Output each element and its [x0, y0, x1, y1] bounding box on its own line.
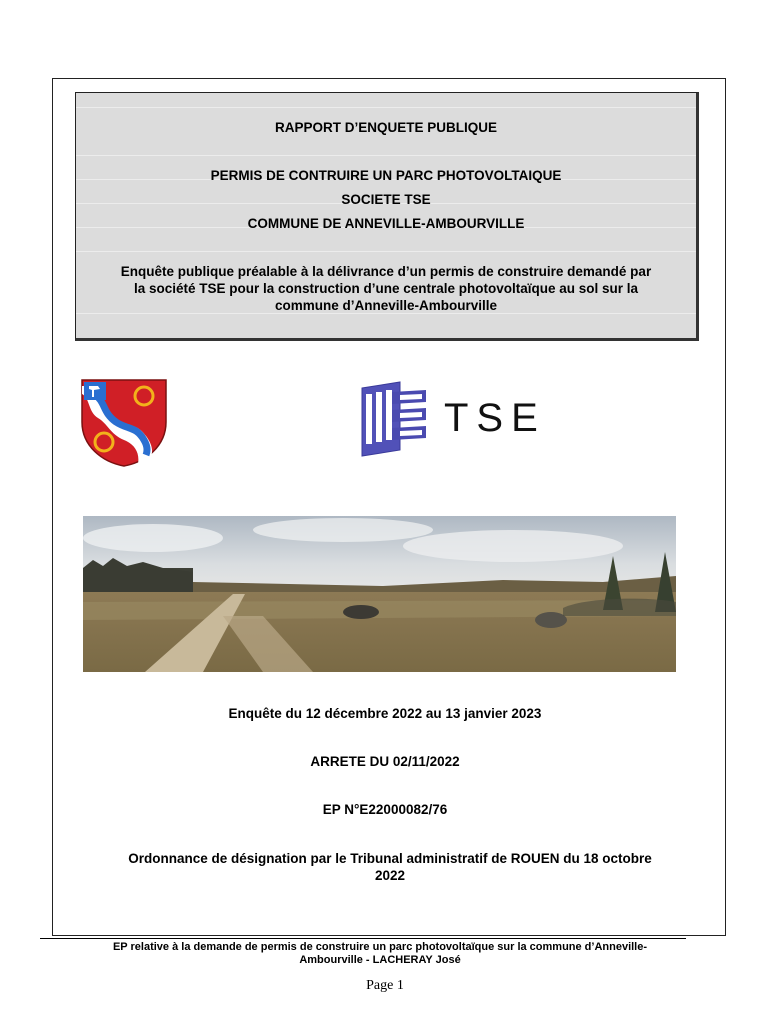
ordonnance-line-2: 2022 [374, 868, 406, 883]
ep-number: EP N°E22000082/76 [322, 802, 448, 817]
ordonnance-line-1: Ordonnance de désignation par le Tribunal administratif de ROUEN du 18 octobre [128, 851, 652, 866]
footer-line-1: EP relative à la demande de permis de construire un parc photovoltaïque sur la commune d’Anneville- [112, 941, 648, 953]
footer-text [30, 941, 730, 967]
coat-of-arms-icon [80, 378, 168, 468]
permit-line: PERMIS DE CONTRUIRE UN PARC PHOTOVOLTAIQUE [210, 168, 562, 183]
arrete-date: ARRETE DU 02/11/2022 [310, 754, 460, 769]
report-title: RAPPORT D’ENQUETE PUBLIQUE [274, 120, 498, 135]
footer-divider [40, 938, 686, 939]
description-line-2: la société TSE pour la construction d’une centrale photovoltaïque au sol sur la [133, 281, 639, 296]
description-line-1: Enquête publique préalable à la délivrance d’un permis de construire demandé par [120, 264, 652, 279]
title-box [75, 92, 699, 341]
description-line-3: commune d’Anneville-Ambourville [274, 298, 498, 313]
commune-line: COMMUNE DE ANNEVILLE-AMBOURVILLE [247, 216, 525, 231]
landscape-photo [83, 516, 676, 672]
company-line: SOCIETE TSE [341, 192, 431, 207]
tse-logo-text: TSE [444, 396, 546, 440]
tse-logo [352, 380, 552, 458]
enquiry-dates: Enquête du 12 décembre 2022 au 13 janvier 2023 [228, 706, 542, 721]
page-number: Page 1 [366, 978, 404, 993]
footer-line-2: Ambourville - LACHERAY José [299, 954, 461, 966]
